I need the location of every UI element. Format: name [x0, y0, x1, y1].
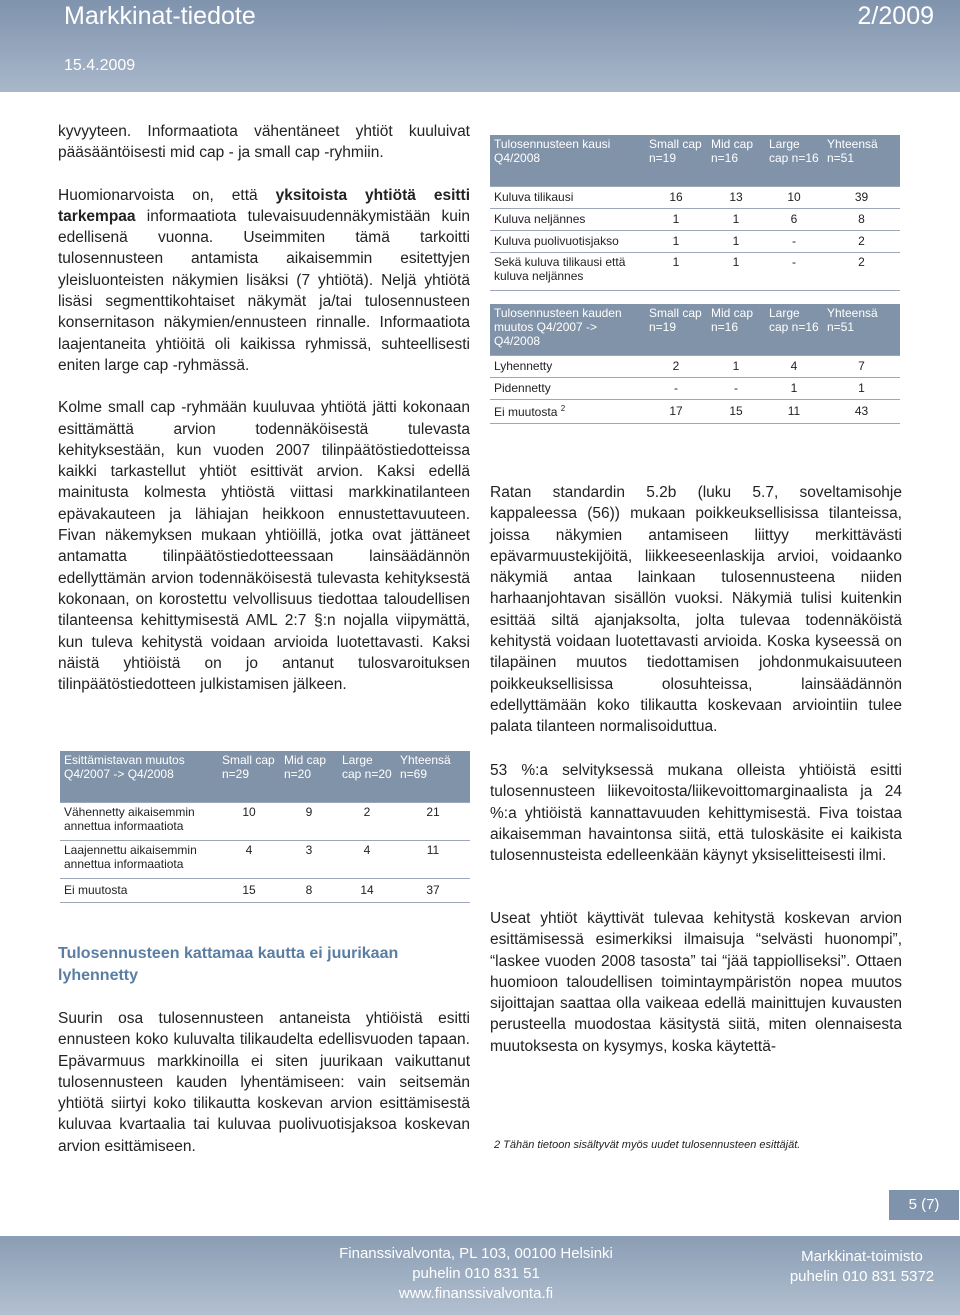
row-label: Kuluva puolivuotisjakso — [490, 230, 645, 252]
cell: 1 — [823, 377, 900, 399]
cell: - — [765, 252, 823, 290]
table-row — [490, 355, 900, 377]
table-header-cell: Small cap n=19 — [645, 304, 707, 355]
row-label: Pidennetty — [490, 377, 645, 399]
cell: - — [765, 230, 823, 252]
cell: 4 — [338, 840, 396, 878]
cell: 10 — [765, 186, 823, 208]
cell: 7 — [823, 355, 900, 377]
right-column-top — [490, 482, 902, 759]
cell: 9 — [280, 802, 338, 840]
table-header-row — [490, 135, 900, 186]
row-label: Sekä kuluva tilikausi että kuluva neljännes — [490, 252, 645, 290]
cell: 1 — [707, 252, 765, 290]
cell: 8 — [823, 208, 900, 230]
table-row — [490, 186, 900, 208]
footer-address-block — [316, 1244, 636, 1304]
cell: 2 — [823, 252, 900, 290]
row-label: Vähennetty aikaisemmin annettua informaatiota — [60, 802, 218, 840]
cell: 1 — [645, 208, 707, 230]
presentation-change-table — [60, 751, 470, 903]
cell: 16 — [645, 186, 707, 208]
table-header-cell: Large cap n=16 — [765, 304, 823, 355]
issue-number: 2/2009 — [857, 2, 934, 30]
cell: 6 — [765, 208, 823, 230]
cell: 14 — [338, 878, 396, 902]
row-label: Kuluva neljännes — [490, 208, 645, 230]
cell: 13 — [707, 186, 765, 208]
row-label: Laajennettu aikaisemmin annettua informaatiota — [60, 840, 218, 878]
table-row — [490, 399, 900, 423]
footer-contact: Markkinat-toimisto — [801, 1248, 923, 1265]
cell: 8 — [280, 878, 338, 902]
table-row — [60, 840, 470, 878]
cell: 43 — [823, 399, 900, 423]
table-row — [490, 208, 900, 230]
table-row — [490, 230, 900, 252]
cell: 4 — [218, 840, 280, 878]
row-label: Lyhennetty — [490, 355, 645, 377]
cell: 11 — [765, 399, 823, 423]
cell: - — [707, 377, 765, 399]
cell: 1 — [765, 377, 823, 399]
table-header-row — [490, 304, 900, 355]
table-row — [60, 802, 470, 840]
table-header-cell: Mid cap n=20 — [280, 751, 338, 802]
table-header-cell: Yhteensä n=51 — [823, 304, 900, 355]
publication-date: 15.4.2009 — [64, 57, 136, 74]
paragraph: Suurin osa tulosennusteen antaneista yhtiöistä esitti ennusteen koko kuluvalta tilikaudelta edellisvuoden tapaan. Epävarmuus markkinoilla ei siten juurikaan vaikuttanut tulosennusteen kauden lyhentämiseen: vain seitsemän yhtiötä siirtyi koko tilikautta koskevan arvion esittämisestä kuluvaa kvartaalia tai kuluvaa puolivuotisjaksoa koskevan arvion esittämiseen. — [58, 1010, 470, 1155]
cell: 39 — [823, 186, 900, 208]
cell: 4 — [765, 355, 823, 377]
table-spacer — [490, 290, 900, 304]
cell: 17 — [645, 399, 707, 423]
table-header-cell: Yhteensä n=51 — [823, 135, 900, 186]
newsletter-title: Markkinat-tiedote — [64, 2, 256, 30]
table-header-cell: Small cap n=19 — [645, 135, 707, 186]
row-label-text: Ei muutosta — [494, 404, 558, 419]
table-row — [490, 252, 900, 290]
cell: 2 — [645, 355, 707, 377]
footnote-mark: 2 — [560, 403, 566, 413]
page-header — [0, 0, 960, 92]
cell: - — [645, 377, 707, 399]
table-header-cell: Small cap n=29 — [218, 751, 280, 802]
table-header-cell: Esittämistavan muutos Q4/2007 -> Q4/2008 — [60, 751, 218, 802]
bold-text: yksitoista yhtiötä esitti tarkempaa — [58, 186, 471, 225]
cell: 15 — [707, 399, 765, 423]
row-label — [490, 399, 645, 423]
cell: 10 — [218, 802, 280, 840]
paragraph: kyvyyteen. Informaatiota vähentäneet yhtiöt kuuluivat pääsääntöisesti mid cap - ja small cap -ryhmiin. — [58, 123, 470, 162]
cell: 1 — [707, 355, 765, 377]
right-column-bottom — [490, 908, 902, 1078]
table-header-cell: Yhteensä n=69 — [396, 751, 470, 802]
footer-contact-phone: puhelin 010 831 5372 — [789, 1268, 935, 1285]
table-row — [490, 377, 900, 399]
text-span: informaatiota tulevaisuudennäkymistään kuin edellisenä vuonna. Useimmiten tämä tarkoitti tulosennusteen antamista aikaisemmin esitettyjen yleisluonteisten näkymien lisäksi (7 yhtiötä). Neljä yhtiötä lisäsi segmenttikohtaiset näkymät ja/tai tulosennusteen konsernitason näkymien/ennusteen rinnalle. Informaatiota laajentaneita yhtiöitä oli kaikissa ryhmissä, suhteellisesti eniten large cap -ryhmässä. — [58, 207, 470, 374]
page-number: 5 (7) — [889, 1190, 959, 1220]
left-column — [58, 121, 470, 716]
section-heading: Tulosennusteen kattamaa kautta ei juurikaan lyhennetty — [58, 945, 399, 984]
cell: 37 — [396, 878, 470, 902]
table-header-cell: Mid cap n=16 — [707, 135, 765, 186]
table-header-cell: Large cap n=16 — [765, 135, 823, 186]
table-header-cell: Tulosennusteen kauden muutos Q4/2007 -> Q4/2008 — [490, 304, 645, 355]
cell: 1 — [707, 230, 765, 252]
cell: 1 — [645, 252, 707, 290]
table-header-row — [60, 751, 470, 802]
row-label: Ei muutosta — [60, 878, 218, 902]
paragraph — [58, 185, 470, 377]
cell: 2 — [823, 230, 900, 252]
footer-contact-block — [772, 1247, 952, 1287]
page-footer — [0, 1236, 960, 1315]
footer-web-link[interactable]: www.finanssivalvonta.fi — [398, 1285, 554, 1302]
table-header-cell: Mid cap n=16 — [707, 304, 765, 355]
cell: 21 — [396, 802, 470, 840]
forecast-period-table — [490, 135, 900, 424]
row-label: Kuluva tilikausi — [490, 186, 645, 208]
paragraph: Useat yhtiöt käyttivät tulevaa kehitystä koskevan arvion esittämisessä esimerkiksi ilmaisuja “selvästi huonompi”, “laskee vuoden 2008 tasosta” tai “jää tappiolliseksi”. Ottaen huomioon taloudellisen toimintaympäristön nopea muutos sijoittajan saattaa olla vaikeaa edellä mainittujen kuvausten perusteella muodostaa käsitystä siitä, miten olennaisesta muutoksesta on kysymys, koska käytettä- — [490, 910, 902, 1055]
footer-phone: puhelin 010 831 51 — [412, 1265, 540, 1282]
text-span: Huomionarvoista on, että — [58, 186, 276, 204]
right-column-mid — [490, 760, 902, 887]
cell: 2 — [338, 802, 396, 840]
paragraph: Ratan standardin 5.2b (luku 5.7, soveltamisohje kappaleessa (56)) mukaan poikkeuksellisissa tilanteissa, joissa näkymien antamiseen liittyy merkittävästi epävarmuustekijöitä, liikkeeseenlaskija arvioi, voidaanko näkymiä antaa lainkaan tulosennusteena niiden harhaanjohtavan sisällön vuoksi. Näkymiä tulisi kuitenkin esittää siltä ajanjaksolta, jolta tulevaa todennäköistä kehitystä voidaan luotettavasti arvioida. Koska kyseessä on tilapäinen muutos tiedottamisen johdonmukaisuuteen poikkeuksellisissa olosuhteissa, lainsäädännön edellyttämään koko tilikautta koskevaan arviointiin tulee palata tilanteen normalisoiduttua. — [490, 484, 902, 736]
cell: 1 — [645, 230, 707, 252]
paragraph: Kolme small cap -ryhmään kuuluvaa yhtiötä jätti kokonaan esittämättä arvion todennäköisestä tulevasta kehityksestään, kun vuoden 2007 tilinpäätöstiedotteissa kaikki tarkastellut yhtiöt esittivät arvion. Kaksi edellä mainitusta kolmesta yhtiöstä viittasi markkinatilanteen epävakauteen ja lähiajan heikkoon ennustettavuuteen. Fivan näkemyksen mukaan yhtiöillä, jotka ovat jättäneet antamatta tilinpäätöstiedotteessaan lainsäädännön edellyttämän arvion todennäköisestä tulevasta kehityksestä kokonaan, on korostettu velvollisuus tiedottaa taloudellisen tilanteensa kehittymisestä AML 2:7 §:n nojalla viipymättä, kun tuleva kehitystä voidaan arvioida luotettavasti. Kaksi näistä yhtiöistä on jo antanut tulosvaroituksen tilinpäätöstiedotteen julkistamisen jälkeen. — [58, 399, 470, 694]
cell: 11 — [396, 840, 470, 878]
footnote: 2 Tähän tietoon sisältyvät myös uudet tulosennusteen esittäjät. — [494, 1139, 801, 1151]
cell: 3 — [280, 840, 338, 878]
table-row — [60, 878, 470, 902]
cell: 1 — [707, 208, 765, 230]
cell: 15 — [218, 878, 280, 902]
left-column-bottom — [58, 1008, 470, 1178]
footer-org: Finanssivalvonta, PL 103, 00100 Helsinki — [339, 1245, 613, 1262]
table-header-cell: Tulosennusteen kausi Q4/2008 — [490, 135, 645, 186]
table-header-cell: Large cap n=20 — [338, 751, 396, 802]
paragraph: 53 %:a selvityksessä mukana olleista yhtiöistä esitti tulosennusteen liikevoitosta/liikevoittomarginaalista ja 24 %:a yhtiöistä kannattavuuden kehittymisestä. Fiva toistaa aikaisemman havaintonsa siitä, että tuloskäsite ei kaikista tulosennusteista edelleenkään käynyt yksiselitteisesti ilmi. — [490, 762, 902, 865]
